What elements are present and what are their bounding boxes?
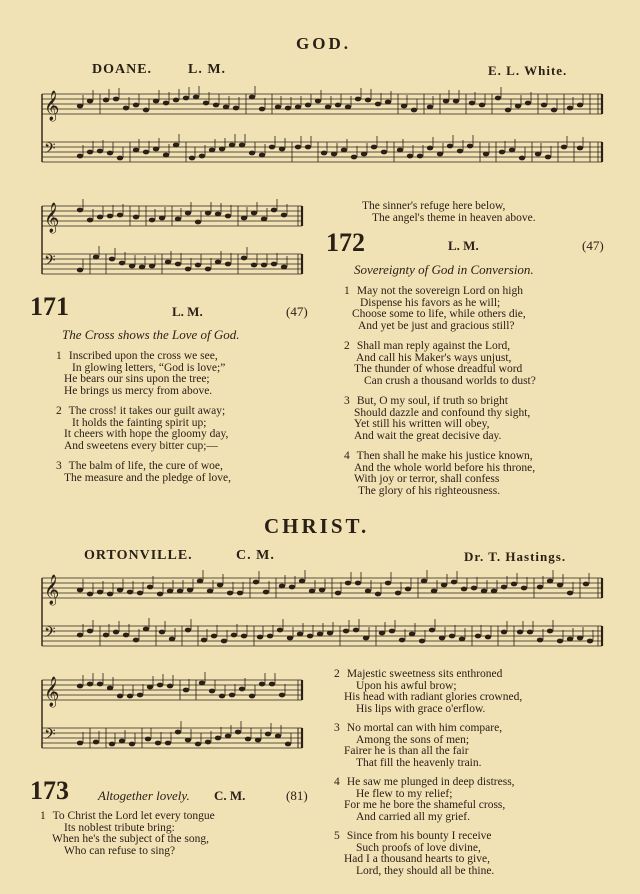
tune-composer-doane: E. L. White. xyxy=(488,63,568,78)
verse-line: 2 The cross! it takes our guilt away; xyxy=(56,405,226,417)
verse-block xyxy=(344,396,536,442)
hymn-173-verse-1 xyxy=(40,811,215,857)
tune-composer-ortonville: Dr. T. Hastings. xyxy=(464,549,567,564)
verse-line: The glory of his righteousness. xyxy=(358,484,501,497)
verse-line: The measure and the pledge of love, xyxy=(64,471,232,484)
verse-line: 4 Then shall he make his justice known, xyxy=(344,450,533,462)
hymn-meter-171: L. M. xyxy=(172,304,203,319)
verse-line: When he's the subject of the song, xyxy=(52,833,209,845)
verse-line: Who can refuse to sing? xyxy=(64,844,176,857)
section-title-god: GOD. xyxy=(296,34,351,53)
tune-name-ortonville: ORTONVILLE. xyxy=(84,548,193,563)
hymn-number-172: 172 xyxy=(326,228,365,257)
hymn-meter-172: L. M. xyxy=(448,238,479,253)
verse-block xyxy=(344,341,536,387)
tune-name-doane: DOANE. xyxy=(92,62,153,77)
hymn-title-172: Sovereignty of God in Conversion. xyxy=(354,262,534,277)
verse-line: 1 May not the sovereign Lord on high xyxy=(344,285,523,297)
verse-line: Can crush a thousand worlds to dust? xyxy=(364,374,536,387)
verse-block xyxy=(56,461,231,484)
verse-line: 1 To Christ the Lord let every tongue xyxy=(40,810,215,822)
verse-line: 3 No mortal can with him compare, xyxy=(334,722,503,734)
verse-line: It holds the fainting spirit up; xyxy=(72,416,207,429)
verse-line: He flew to my relief; xyxy=(356,787,453,800)
verse-line: In glowing letters, “God is love;” xyxy=(72,361,226,374)
hymn-title-171: The Cross shows the Love of God. xyxy=(62,327,240,342)
verse-line: The angel's theme in heaven above. xyxy=(372,211,536,224)
hymn-172-verses xyxy=(344,286,536,497)
verse-line: 3 The balm of life, the cure of woe, xyxy=(56,460,223,472)
hymn-title-173: Altogether lovely. xyxy=(98,788,190,803)
score-doane-full xyxy=(36,84,606,184)
verse-line: Fairer he is than all the fair xyxy=(344,745,469,757)
verse-block xyxy=(344,286,536,332)
hymn-ref-171: (47) xyxy=(286,304,308,319)
verse-line: With joy or terror, shall confess xyxy=(354,473,500,485)
verse-block xyxy=(334,831,522,877)
verse-line: His head with radiant glories crowned, xyxy=(344,691,523,703)
bass-clef-icon: 𝄢 xyxy=(44,252,56,273)
verse-line: Lord, they should all be thine. xyxy=(356,864,495,877)
verse-line: 3 But, O my soul, if truth so bright xyxy=(344,395,508,407)
verse-block xyxy=(344,451,536,497)
verse-line: 1 Inscribed upon the cross we see, xyxy=(56,350,218,362)
verse-line: Its noblest tribute bring: xyxy=(64,821,175,834)
verse-block xyxy=(56,351,231,397)
verse-block xyxy=(334,669,522,715)
verse-line: The sinner's refuge here below, xyxy=(362,200,506,212)
bass-clef-icon: 𝄢 xyxy=(44,140,56,161)
hymn-number-173: 173 xyxy=(30,776,69,805)
verse-line: And yet be just and gracious still? xyxy=(358,319,515,332)
verse-line: Dispense his favors as he will; xyxy=(360,296,501,309)
hymn-number-171: 171 xyxy=(30,292,69,321)
verse-line: His lips with grace o'erflow. xyxy=(356,702,486,715)
verse-line: 2 Majestic sweetness sits enthroned xyxy=(334,668,503,680)
verse-line: For me he bore the shameful cross, xyxy=(344,799,506,811)
bass-clef-icon: 𝄢 xyxy=(44,624,56,645)
verse-line: And the whole world before his throne, xyxy=(354,461,536,474)
tune-meter-ortonville: C. M. xyxy=(236,548,275,563)
verse-block xyxy=(56,406,231,452)
verse-line: Had I a thousand hearts to give, xyxy=(344,853,490,865)
treble-clef-icon: 𝄞 xyxy=(44,203,60,233)
score-doane-end xyxy=(36,196,306,296)
hymn-171-verses xyxy=(56,351,231,484)
verse-line: It cheers with hope the gloomy day, xyxy=(64,428,229,440)
section-title-christ: CHRIST. xyxy=(264,514,370,538)
treble-clef-icon: 𝄞 xyxy=(44,677,60,707)
verse-line: 5 Since from his bounty I receive xyxy=(334,830,492,842)
treble-clef-icon: 𝄞 xyxy=(44,575,60,605)
treble-clef-icon: 𝄞 xyxy=(44,91,60,121)
verse-line: Such proofs of love divine, xyxy=(356,841,481,854)
verse-line: The thunder of whose dreadful word xyxy=(354,363,523,375)
verse-line: 4 He saw me plunged in deep distress, xyxy=(334,776,515,788)
bass-clef-icon: 𝄢 xyxy=(44,726,56,747)
tune-meter-doane: L. M. xyxy=(188,62,227,77)
verse-line: He brings us mercy from above. xyxy=(64,384,213,397)
verse-line: 2 Shall man reply against the Lord, xyxy=(344,340,511,352)
hymn-171-continuation xyxy=(362,201,536,224)
hymn-ref-172: (47) xyxy=(582,238,604,253)
score-ortonville-full xyxy=(36,568,606,668)
verse-line: And wait the great decisive day. xyxy=(354,429,502,442)
verse-line: And sweetens every bitter cup;— xyxy=(64,439,218,452)
verse-block xyxy=(334,777,522,823)
hymn-meter-173: C. M. xyxy=(214,788,246,803)
verse-line: He bears our sins upon the tree; xyxy=(64,373,210,385)
verse-block xyxy=(334,723,522,769)
verse-line: Yet still his written will obey, xyxy=(354,418,490,430)
verse-line: And carried all my grief. xyxy=(356,810,470,823)
verse-line: Should dazzle and confound thy sight, xyxy=(354,406,531,419)
verse-line: And call his Maker's ways unjust, xyxy=(356,351,512,364)
hymn-ref-173: (81) xyxy=(286,788,308,803)
verse-line: That fill the heavenly train. xyxy=(356,756,482,769)
verse-line: Choose some to life, while others die, xyxy=(352,308,526,320)
verse-line: Among the sons of men; xyxy=(356,733,470,746)
verse-line: Upon his awful brow; xyxy=(356,679,457,692)
hymn-173-verses-right xyxy=(334,669,522,877)
score-ortonville-end xyxy=(36,670,306,770)
